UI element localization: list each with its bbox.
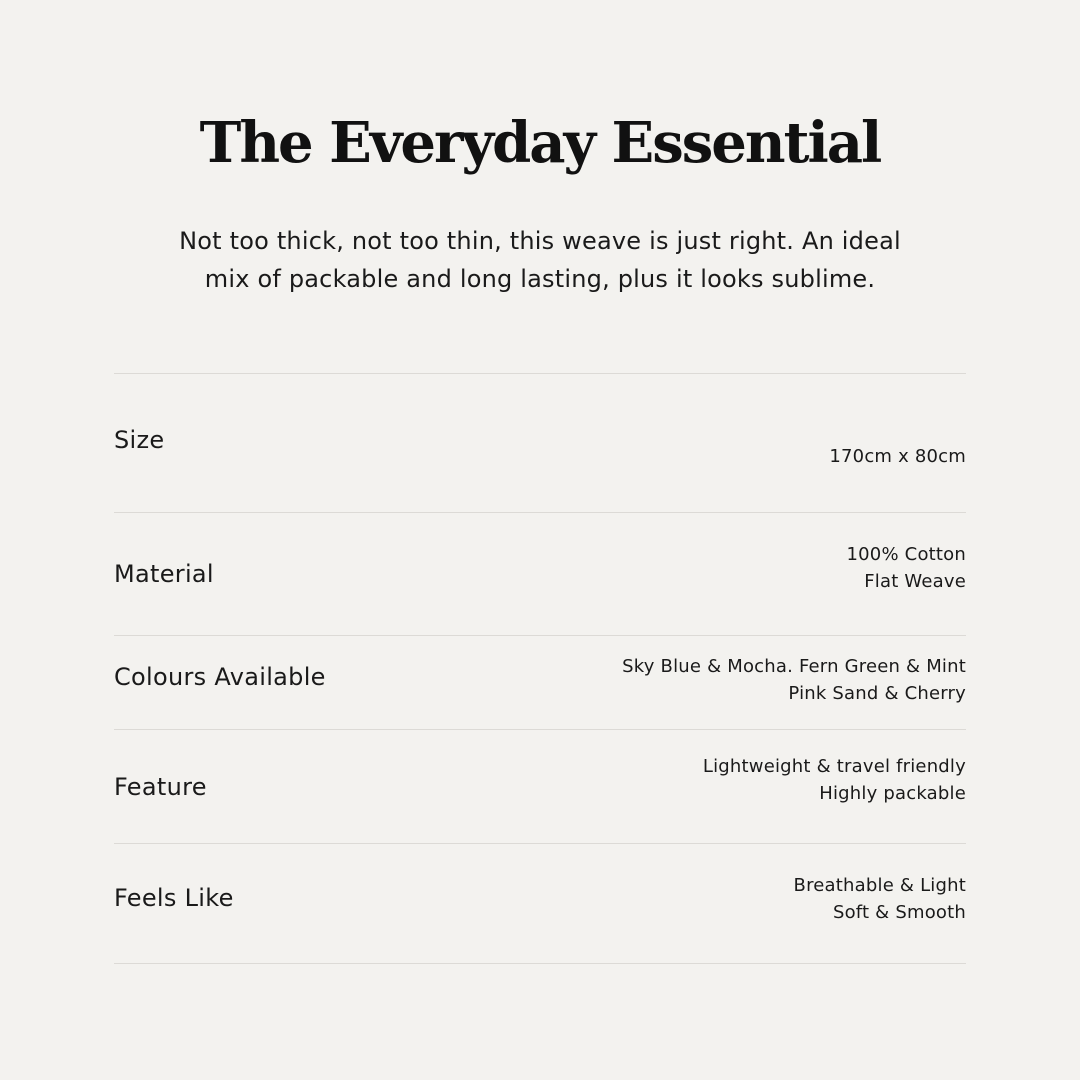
spec-value-colours bbox=[622, 653, 966, 707]
spec-value-feels-like-line-1: Breathable & Light bbox=[793, 875, 966, 896]
spec-value-feature-line-2: Highly packable bbox=[819, 783, 966, 804]
spec-row-size bbox=[114, 374, 966, 512]
page-title: The Everyday Essential bbox=[199, 110, 881, 176]
divider bbox=[114, 963, 966, 964]
spec-label-feature: Feature bbox=[114, 773, 207, 801]
spec-value-size bbox=[829, 443, 966, 470]
spec-value-material-line-1: 100% Cotton bbox=[846, 544, 966, 565]
spec-row-material bbox=[114, 513, 966, 635]
intro-text bbox=[130, 222, 950, 298]
spec-label-size: Size bbox=[114, 426, 165, 454]
spec-value-material bbox=[847, 541, 967, 595]
spec-value-feels-like bbox=[794, 872, 966, 926]
intro-line-2: mix of packable and long lasting, plus it looks sublime. bbox=[204, 265, 876, 293]
spec-label-material: Material bbox=[114, 560, 214, 588]
spec-value-material-line-2: Flat Weave bbox=[864, 571, 966, 592]
spec-label-colours: Colours Available bbox=[114, 663, 326, 691]
spec-value-colours-line-2: Pink Sand & Cherry bbox=[788, 683, 966, 704]
spec-value-colours-line-1: Sky Blue & Mocha. Fern Green & Mint bbox=[622, 656, 966, 677]
spec-row-colours bbox=[114, 636, 966, 729]
spec-value-size-line-1: 170cm x 80cm bbox=[829, 446, 966, 467]
spec-value-feels-like-line-2: Soft & Smooth bbox=[832, 902, 966, 923]
spec-row-feels-like bbox=[114, 844, 966, 963]
spec-label-feels-like: Feels Like bbox=[114, 884, 234, 912]
spec-value-feature-line-1: Lightweight & travel friendly bbox=[702, 756, 966, 777]
spec-value-feature bbox=[703, 753, 966, 807]
spec-table bbox=[114, 373, 966, 964]
spec-row-feature bbox=[114, 730, 966, 843]
intro-line-1: Not too thick, not too thin, this weave is just right. An ideal bbox=[179, 227, 901, 255]
